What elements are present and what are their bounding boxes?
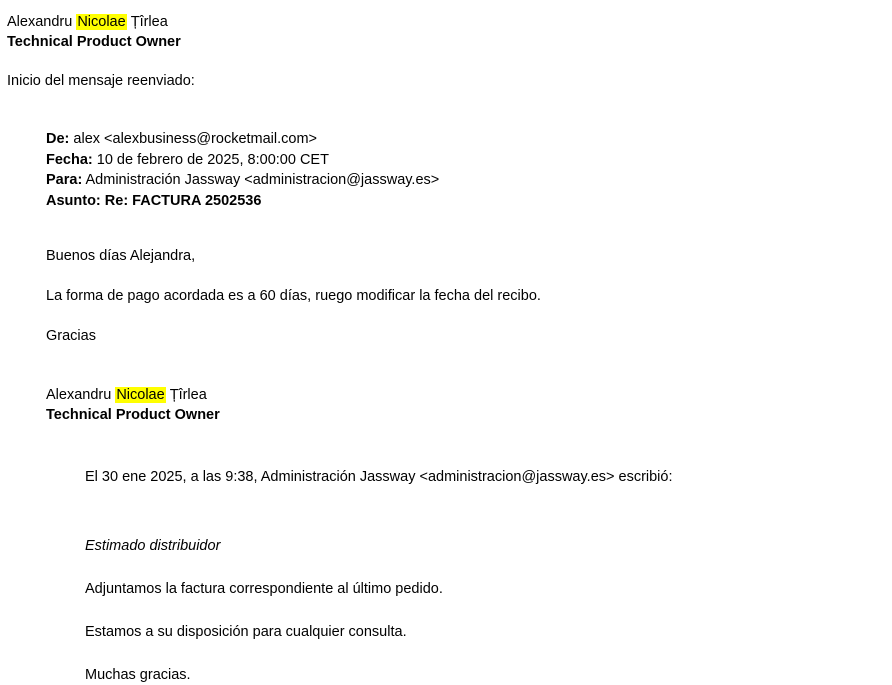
header-row-fecha xyxy=(46,150,882,171)
quoted-paragraph-availability: Estamos a su disposición para cualquier consulta. xyxy=(85,624,407,640)
header-value-fecha: 10 de febrero de 2025, 8:00:00 CET xyxy=(92,151,329,168)
inner-signature-name-suffix: Țîrlea xyxy=(165,387,207,403)
inner-signature-name xyxy=(46,385,882,405)
header-row-para xyxy=(46,170,882,191)
header-label-fecha: Fecha: xyxy=(46,151,93,168)
header-value-de: alex <alexbusiness@rocketmail.com> xyxy=(69,131,318,147)
quoted-body xyxy=(85,536,882,685)
inner-signature-name-highlight: Nicolae xyxy=(116,387,165,403)
forwarded-headers xyxy=(46,129,882,211)
forward-notice: Inicio del mensaje reenviado: xyxy=(7,73,195,89)
top-signature-name-prefix: Alexandru xyxy=(7,14,77,30)
top-signature-title: Technical Product Owner xyxy=(7,34,181,50)
inner-signature xyxy=(46,385,882,425)
quoted-intro: El 30 ene 2025, a las 9:38, Administración Jassway <administracion@jassway.es> escribió: xyxy=(85,469,673,485)
message-paragraph-greeting: Buenos días Alejandra, xyxy=(46,248,196,264)
top-signature-name-highlight: Nicolae xyxy=(77,14,126,30)
message-paragraph-thanks: Gracias xyxy=(46,328,96,344)
inner-signature-title: Technical Product Owner xyxy=(46,407,220,423)
header-label-asunto: Asunto: xyxy=(46,192,101,209)
header-row-de xyxy=(46,129,882,150)
header-row-asunto xyxy=(46,191,882,212)
quoted-greeting: Estimado distribuidor xyxy=(85,538,221,554)
header-value-para: Administración Jassway <administracion@jassway.es> xyxy=(82,172,440,188)
message-paragraph-payment: La forma de pago acordada es a 60 días, ruego modificar la fecha del recibo. xyxy=(46,288,541,304)
quoted-paragraph-invoice: Adjuntamos la factura correspondiente al último pedido. xyxy=(85,581,443,597)
header-label-de: De: xyxy=(46,131,70,147)
message-body xyxy=(46,246,882,346)
top-signature xyxy=(7,12,882,52)
top-signature-name xyxy=(7,12,882,32)
top-signature-name-suffix: Țîrlea xyxy=(126,14,168,30)
quoted-message xyxy=(85,467,882,685)
inner-signature-name-prefix: Alexandru xyxy=(46,387,116,403)
quoted-paragraph-thanks: Muchas gracias. xyxy=(85,667,191,683)
header-value-asunto: Re: FACTURA 2502536 xyxy=(100,192,262,209)
header-label-para: Para: xyxy=(46,172,83,188)
